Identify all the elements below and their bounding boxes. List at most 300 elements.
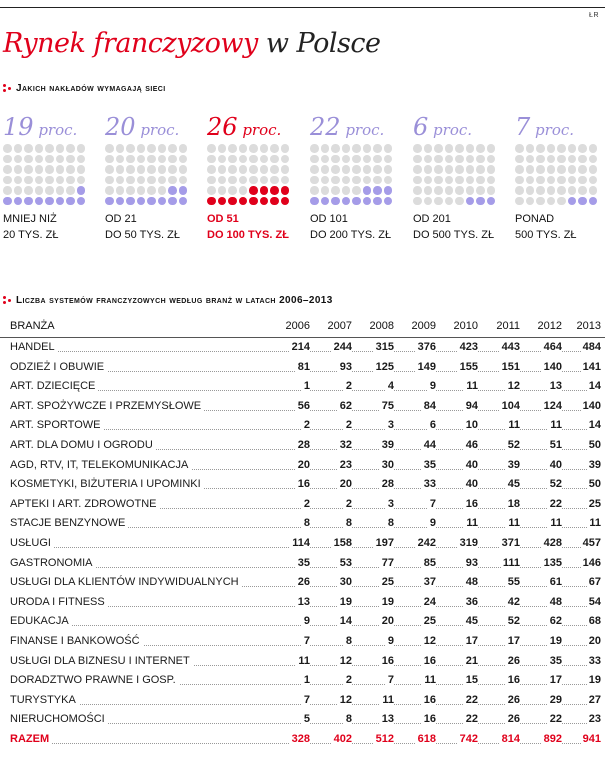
table-row	[0, 652, 605, 672]
table-cell	[270, 575, 310, 590]
cell-value: 19	[339, 595, 352, 608]
cell-value: 319	[459, 536, 478, 549]
range-line-2: 500 TYS. ZŁ	[515, 229, 577, 241]
table-cell	[396, 693, 436, 708]
dot-empty	[137, 165, 146, 174]
table-cell	[522, 556, 562, 571]
cell-value: 12	[507, 380, 520, 393]
table-cell	[354, 693, 394, 708]
dot-empty	[14, 144, 23, 153]
dot-filled	[168, 186, 177, 195]
dot-filled	[137, 197, 146, 206]
table-cell	[312, 438, 352, 453]
table-cell	[480, 360, 520, 375]
cell-value: 14	[588, 419, 601, 432]
dot-empty	[116, 144, 125, 153]
dot-empty	[434, 176, 443, 185]
table-cell	[312, 732, 352, 747]
cell-value: 11	[466, 380, 478, 393]
cell-value: 94	[465, 399, 478, 412]
cell-value: 55	[507, 576, 520, 589]
dot-filled	[281, 197, 290, 206]
table-cell	[438, 536, 478, 551]
dot-empty	[228, 155, 237, 164]
table-cell	[354, 477, 394, 492]
dot-empty	[487, 176, 496, 185]
table-cell	[312, 477, 352, 492]
dot-empty	[413, 165, 422, 174]
table-cell	[480, 536, 520, 551]
dot-empty	[105, 165, 114, 174]
percent-value: 19	[3, 113, 34, 141]
table-cell	[396, 379, 436, 394]
table-cell	[354, 497, 394, 512]
dot-filled	[207, 197, 216, 206]
cell-value: 9	[387, 634, 394, 647]
dot-empty	[66, 176, 75, 185]
dot-empty	[116, 176, 125, 185]
dot-empty	[147, 144, 156, 153]
cell-value: 35	[297, 556, 310, 569]
table-cell	[480, 477, 520, 492]
range-line-2: 20 TYS. ZŁ	[3, 229, 59, 241]
table-cell	[522, 399, 562, 414]
table-cell	[312, 712, 352, 727]
table-cell	[438, 458, 478, 473]
row-label: USŁUGI DLA KLIENTÓW INDYWIDUALNYCH	[10, 575, 242, 590]
dot-empty	[466, 144, 475, 153]
table-cell	[312, 458, 352, 473]
table-cell	[561, 654, 601, 669]
dot-empty	[526, 176, 535, 185]
table-cell	[270, 595, 310, 610]
dot-empty	[568, 155, 577, 164]
dot-filled	[45, 197, 54, 206]
table-cell	[312, 379, 352, 394]
dot-empty	[45, 165, 54, 174]
cell-value: 11	[550, 419, 562, 432]
table-cell	[270, 477, 310, 492]
cell-value: 26	[297, 576, 310, 589]
column-header-branza: BRANŻA	[10, 320, 55, 332]
cell-value: 9	[429, 517, 436, 530]
dot-empty	[342, 176, 351, 185]
dot-filled	[321, 197, 330, 206]
dot-empty	[45, 176, 54, 185]
cell-value: 22	[549, 713, 562, 726]
dot-empty	[424, 165, 433, 174]
row-label: EDUKACJA	[10, 614, 72, 629]
dot-empty	[342, 165, 351, 174]
table-cell	[312, 634, 352, 649]
cell-value: 125	[375, 360, 394, 373]
table-header	[0, 316, 605, 338]
table-cell	[480, 458, 520, 473]
percent-label	[3, 112, 89, 142]
cell-value: 33	[423, 478, 436, 491]
dot-empty	[352, 186, 361, 195]
table-cell	[312, 340, 352, 355]
cell-value: 26	[507, 713, 520, 726]
range-line-2: DO 100 TYS. ZŁ	[207, 229, 289, 241]
table-cell	[438, 634, 478, 649]
table-cell	[480, 556, 520, 571]
table-cell	[312, 516, 352, 531]
table-cell	[480, 575, 520, 590]
cell-value: 53	[339, 556, 352, 569]
percent-label	[310, 112, 396, 142]
dot-empty	[515, 186, 524, 195]
cell-value: 23	[588, 713, 601, 726]
dot-empty	[56, 144, 65, 153]
table-cell	[438, 614, 478, 629]
table-cell	[354, 418, 394, 433]
dot-empty	[56, 186, 65, 195]
dot-empty	[105, 155, 114, 164]
table-cell	[270, 340, 310, 355]
row-label: TURYSTYKA	[10, 693, 79, 708]
dot-empty	[24, 155, 33, 164]
table-cell	[480, 516, 520, 531]
table-cell	[480, 712, 520, 727]
range-caption	[413, 211, 499, 243]
dot-filled	[77, 186, 86, 195]
table-row	[0, 554, 605, 574]
dot-filled	[105, 197, 114, 206]
dot-empty	[270, 165, 279, 174]
dot-empty	[179, 176, 188, 185]
percent-unit: proc.	[428, 121, 473, 139]
dot-empty	[321, 165, 330, 174]
table-cell	[438, 399, 478, 414]
title-dark-part: w Polsce	[265, 28, 381, 59]
dot-filled	[77, 197, 86, 206]
author-credit: ŁR	[589, 12, 599, 19]
dot-empty	[147, 165, 156, 174]
table-cell	[438, 712, 478, 727]
table-cell	[396, 556, 436, 571]
dot-empty	[455, 186, 464, 195]
table-cell	[396, 614, 436, 629]
cell-value: 9	[303, 615, 310, 628]
table-cell	[522, 712, 562, 727]
dot-empty	[14, 155, 23, 164]
table-cell	[438, 516, 478, 531]
table-cell	[396, 399, 436, 414]
dot-empty	[56, 176, 65, 185]
table-cell	[561, 614, 601, 629]
dot-filled	[589, 197, 598, 206]
table-cell	[354, 516, 394, 531]
dot-empty	[35, 176, 44, 185]
dot-empty	[218, 176, 227, 185]
dot-empty	[179, 144, 188, 153]
cell-value: 48	[465, 576, 478, 589]
dot-empty	[126, 176, 135, 185]
row-label: AGD, RTV, IT, TELEKOMUNIKACJA	[10, 458, 191, 473]
row-label: NIERUCHOMOŚCI	[10, 712, 108, 727]
cell-value: 14	[588, 380, 601, 393]
dot-empty	[589, 186, 598, 195]
dot-empty	[218, 186, 227, 195]
dot-empty	[424, 176, 433, 185]
cell-value: 618	[417, 732, 436, 745]
table-cell	[354, 340, 394, 355]
cell-value: 37	[423, 576, 436, 589]
table-cell	[396, 418, 436, 433]
dot-empty	[310, 165, 319, 174]
dot-empty	[66, 186, 75, 195]
column-header-year: 2007	[327, 320, 352, 332]
dot-empty	[3, 176, 12, 185]
cell-value: 11	[424, 674, 436, 687]
cell-value: 17	[465, 634, 478, 647]
dot-empty	[445, 144, 454, 153]
dot-empty	[424, 197, 433, 206]
cell-value: 44	[423, 438, 436, 451]
dot-grid	[3, 144, 89, 207]
column-header-year: 2010	[453, 320, 478, 332]
table-cell	[522, 516, 562, 531]
dot-empty	[126, 144, 135, 153]
row-label: FINANSE I BANKOWOŚĆ	[10, 634, 143, 649]
cell-value: 24	[423, 595, 436, 608]
dot-empty	[116, 186, 125, 195]
percent-label	[515, 112, 601, 142]
dot-filled	[331, 197, 340, 206]
table-row	[0, 632, 605, 652]
dot-empty	[239, 186, 248, 195]
dot-empty	[147, 176, 156, 185]
dot-empty	[228, 144, 237, 153]
table-row	[0, 691, 605, 711]
dot-filled	[352, 197, 361, 206]
cell-value: 56	[297, 399, 310, 412]
percent-value: 6	[413, 113, 429, 141]
cell-value: 20	[339, 478, 352, 491]
table-cell	[396, 340, 436, 355]
table-cell	[480, 634, 520, 649]
cell-value: 48	[549, 595, 562, 608]
dot-empty	[413, 176, 422, 185]
table-cell	[438, 418, 478, 433]
dot-empty	[476, 176, 485, 185]
dot-empty	[207, 176, 216, 185]
dot-grid	[105, 144, 191, 207]
range-line-1: OD 101	[310, 213, 348, 225]
dot-empty	[168, 155, 177, 164]
table-cell	[561, 634, 601, 649]
dot-filled	[281, 186, 290, 195]
table-cell	[312, 556, 352, 571]
dot-empty	[568, 165, 577, 174]
cell-value: 62	[339, 399, 352, 412]
dot-empty	[445, 186, 454, 195]
table-cell	[270, 556, 310, 571]
table-cell	[270, 516, 310, 531]
cell-value: 45	[507, 478, 520, 491]
table-cell	[396, 516, 436, 531]
dot-empty	[179, 165, 188, 174]
table-cell	[522, 614, 562, 629]
cell-value: 140	[582, 399, 601, 412]
table-cell	[480, 614, 520, 629]
dot-empty	[168, 176, 177, 185]
dot-empty	[578, 186, 587, 195]
table-cell	[561, 418, 601, 433]
dot-empty	[536, 155, 545, 164]
table-cell	[438, 673, 478, 688]
row-label: DORADZTWO PRAWNE I GOSP.	[10, 673, 179, 688]
dot-empty	[487, 165, 496, 174]
cell-value: 151	[501, 360, 520, 373]
dot-empty	[568, 144, 577, 153]
percent-unit: proc.	[237, 121, 282, 139]
cell-value: 20	[297, 458, 310, 471]
table-cell	[561, 516, 601, 531]
table-row	[0, 495, 605, 515]
dot-empty	[342, 155, 351, 164]
dot-empty	[578, 155, 587, 164]
cell-value: 20	[588, 634, 601, 647]
dot-empty	[66, 165, 75, 174]
dot-empty	[249, 144, 258, 153]
dot-empty	[547, 197, 556, 206]
column-header-year: 2011	[496, 320, 520, 332]
percent-value: 20	[105, 113, 136, 141]
dot-empty	[249, 155, 258, 164]
percent-value: 22	[310, 113, 341, 141]
dot-empty	[310, 176, 319, 185]
dot-empty	[105, 144, 114, 153]
table-cell	[522, 693, 562, 708]
table-cell	[270, 673, 310, 688]
dot-empty	[434, 165, 443, 174]
dot-empty	[331, 186, 340, 195]
table-cell	[270, 360, 310, 375]
cell-value: 52	[507, 438, 520, 451]
row-label: APTEKI I ART. ZDROWOTNE	[10, 497, 159, 512]
dot-empty	[476, 165, 485, 174]
dot-empty	[526, 144, 535, 153]
dot-empty	[547, 144, 556, 153]
range-line-2: DO 50 TYS. ZŁ	[105, 229, 180, 241]
dot-empty	[413, 197, 422, 206]
table-cell	[522, 575, 562, 590]
dot-empty	[363, 144, 372, 153]
table-cell	[480, 673, 520, 688]
section-title-investment: Jakich nakładów wymagają sieci	[16, 83, 166, 94]
cell-value: 11	[466, 517, 478, 530]
dot-empty	[207, 155, 216, 164]
dot-empty	[363, 176, 372, 185]
dot-empty	[466, 155, 475, 164]
dot-empty	[218, 144, 227, 153]
dot-empty	[413, 155, 422, 164]
dot-empty	[536, 176, 545, 185]
table-cell	[270, 379, 310, 394]
dot-empty	[589, 165, 598, 174]
dot-empty	[3, 144, 12, 153]
cell-value: 197	[375, 536, 394, 549]
cell-value: 2	[345, 380, 352, 393]
dot-empty	[455, 165, 464, 174]
page-title	[3, 28, 380, 59]
cell-value: 16	[423, 654, 436, 667]
cell-value: 3	[387, 419, 394, 432]
dot-empty	[352, 176, 361, 185]
dot-empty	[515, 176, 524, 185]
dot-filled	[239, 197, 248, 206]
table-cell	[312, 654, 352, 669]
dot-empty	[35, 144, 44, 153]
dot-empty	[56, 155, 65, 164]
table-cell	[480, 595, 520, 610]
table-cell	[312, 673, 352, 688]
dot-filled	[260, 186, 269, 195]
table-cell	[480, 438, 520, 453]
cell-value: 12	[339, 693, 352, 706]
table-cell	[522, 673, 562, 688]
investment-panel	[515, 112, 601, 243]
dot-filled	[179, 197, 188, 206]
table-cell	[396, 634, 436, 649]
table-cell	[270, 536, 310, 551]
dot-empty	[466, 176, 475, 185]
table-cell	[480, 340, 520, 355]
dot-filled	[373, 186, 382, 195]
cell-value: 13	[549, 380, 562, 393]
row-label: USŁUGI DLA BIZNESU I INTERNET	[10, 654, 193, 669]
table-cell	[354, 399, 394, 414]
dot-grid	[310, 144, 396, 207]
dot-filled	[363, 197, 372, 206]
table-cell	[522, 379, 562, 394]
dot-grid	[207, 144, 293, 207]
dot-empty	[557, 197, 566, 206]
cell-value: 8	[345, 713, 352, 726]
cell-value: 11	[550, 517, 562, 530]
dot-empty	[455, 155, 464, 164]
dot-empty	[466, 165, 475, 174]
cell-value: 242	[417, 536, 436, 549]
cell-value: 46	[465, 438, 478, 451]
table-cell	[561, 360, 601, 375]
cell-value: 328	[291, 732, 310, 745]
table-cell	[312, 497, 352, 512]
table-cell	[561, 575, 601, 590]
table-cell	[438, 438, 478, 453]
dot-empty	[536, 186, 545, 195]
table-cell	[522, 477, 562, 492]
dot-empty	[35, 186, 44, 195]
cell-value: 23	[339, 458, 352, 471]
cell-value: 40	[549, 458, 562, 471]
table-cell	[561, 536, 601, 551]
table-cell	[522, 595, 562, 610]
cell-value: 1	[303, 674, 310, 687]
table-cell	[312, 399, 352, 414]
range-caption	[207, 211, 293, 243]
dot-grid	[413, 144, 499, 207]
dot-empty	[363, 155, 372, 164]
investment-panel	[310, 112, 396, 243]
dot-filled	[168, 197, 177, 206]
cell-value: 19	[381, 595, 394, 608]
dot-empty	[281, 155, 290, 164]
table-cell	[438, 595, 478, 610]
row-label: ART. DZIECIĘCE	[10, 379, 98, 394]
